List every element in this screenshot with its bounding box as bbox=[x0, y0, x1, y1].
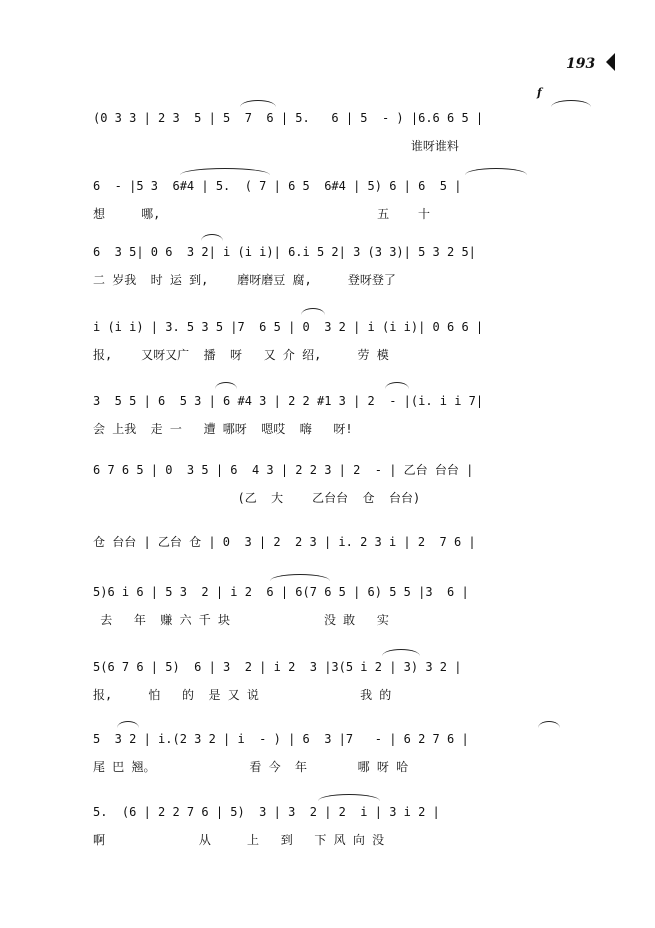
slur bbox=[117, 721, 139, 728]
lyrics-line: 报, 又呀又广 播 呀 又 介 绍, 劳 模 bbox=[93, 348, 389, 362]
slur bbox=[385, 382, 409, 389]
slur bbox=[538, 721, 560, 728]
lyrics-line: 啊 从 上 到 下 风 向 没 bbox=[93, 833, 385, 847]
page-number: 193 bbox=[566, 56, 596, 72]
notation-line: 6 3 5| 0 6 3 2| i (i i)| 6.i 5 2| 3 (3 3)| 5 3 2 5| bbox=[93, 245, 476, 259]
dynamic-marking: f bbox=[537, 86, 542, 99]
notation-line: i (i i) | 3. 5 3 5 |7 6 5 | 0 3 2 | i (i i)| 0 6 6 | bbox=[93, 320, 484, 334]
lyrics-line: 报, 怕 的 是 又 说 我 的 bbox=[93, 688, 392, 702]
lyrics-line: 二 岁我 时 运 到, 磨呀磨豆 腐, 登呀登了 bbox=[93, 273, 396, 287]
notation-line: 6 7 6 5 | 0 3 5 | 6 4 3 | 2 2 3 | 2 - | 乙台 台台 | bbox=[93, 463, 474, 477]
slur bbox=[465, 168, 527, 175]
lyrics-line: 谁呀谁料 bbox=[93, 139, 459, 153]
lyrics-line bbox=[93, 560, 611, 580]
slur bbox=[201, 234, 223, 241]
notation-line: 仓 台台 | 乙台 仓 | 0 3 | 2 2 3 | i. 2 3 i | 2 7 6 | bbox=[93, 535, 476, 549]
page-corner-mark-icon bbox=[606, 53, 615, 71]
notation-line: 5(6 7 6 | 5) 6 | 3 2 | i 2 3 |3(5 i 2 | 3) 3 2 | bbox=[93, 660, 462, 674]
lyrics-line: (乙 大 乙台台 仓 台台) bbox=[93, 491, 421, 505]
slur bbox=[240, 100, 276, 107]
lyrics-line: 尾 巴 翘。 看 今 年 哪 呀 哈 bbox=[93, 760, 409, 774]
slur bbox=[301, 308, 325, 315]
slur bbox=[318, 794, 380, 801]
notation-line: 6 - |5 3 6#4 | 5. ( 7 | 6 5 6#4 | 5) 6 | 6 5 | bbox=[93, 179, 462, 193]
notation-line: 5)6 i 6 | 5 3 2 | i 2 6 | 6(7 6 5 | 6) 5 5 |3 6 | bbox=[93, 585, 469, 599]
slur bbox=[215, 382, 237, 389]
lyrics-line: 会 上我 走 一 遭 哪呀 嗯哎 嗨 呀! bbox=[93, 422, 353, 436]
notation-line: 5 3 2 | i.(2 3 2 | i - ) | 6 3 |7 - | 6 2 7 6 | bbox=[93, 732, 469, 746]
slur bbox=[382, 649, 420, 656]
notation-line: 5. (6 | 2 2 7 6 | 5) 3 | 3 2 | 2 i | 3 i 2 | bbox=[93, 805, 440, 819]
slur bbox=[270, 574, 330, 581]
slur bbox=[551, 100, 591, 107]
notation-line: 3 5 5 | 6 5 3 | 6 #4 3 | 2 2 #1 3 | 2 - |(i. i i 7| bbox=[93, 394, 484, 408]
slur bbox=[180, 168, 270, 175]
notation-line: (0 3 3 | 2 3 5 | 5 7 6 | 5. 6 | 5 - ) |6.6 6 5 | bbox=[93, 111, 484, 125]
lyrics-line: 去 年 赚 六 千 块 没 敢 实 bbox=[93, 613, 389, 627]
lyrics-line: 想 哪, 五 十 bbox=[93, 207, 430, 221]
